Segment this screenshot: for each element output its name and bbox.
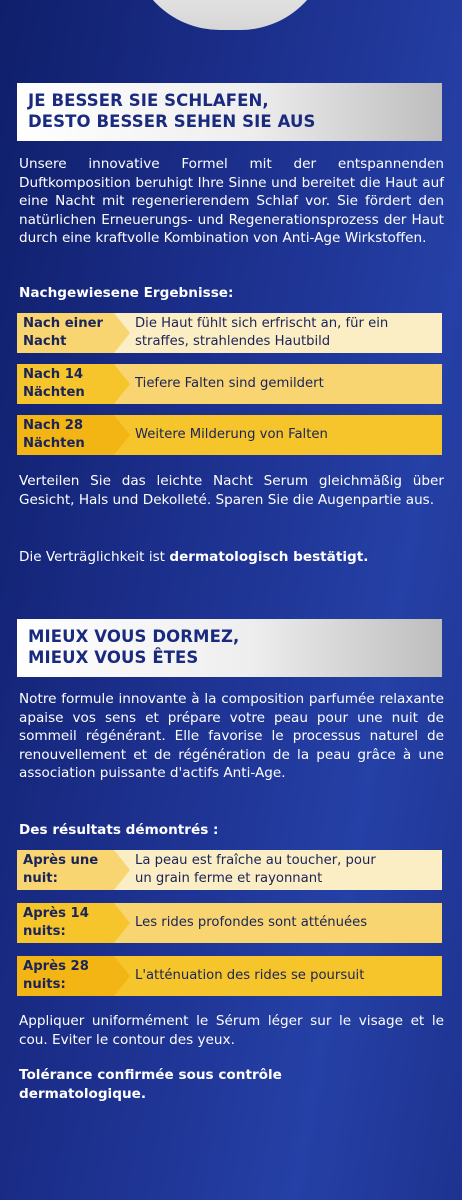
- result-when-line2: nuit:: [23, 871, 58, 886]
- tolerance-german: [19, 548, 444, 567]
- result-desc-line2: un grain ferme et rayonnant: [135, 871, 323, 886]
- tolerance-german-bold: dermatologisch bestätigt.: [169, 549, 369, 565]
- result-desc: Weitere Milderung von Falten: [135, 427, 328, 442]
- result-desc: [127, 850, 442, 890]
- usage-french: Appliquer uniformément le Sérum léger sur le visage et le cou. Eviter le contour des yeux.: [19, 1013, 444, 1048]
- result-desc: Tiefere Falten sind gemildert: [135, 376, 324, 391]
- result-when: [17, 313, 114, 353]
- heading-french: [17, 619, 442, 677]
- result-when-line1: Nach 28: [23, 418, 84, 433]
- tolerance-french-line1: Tolérance confirmée sous contrôle: [19, 1067, 282, 1083]
- result-when-line2: nuits:: [23, 924, 66, 939]
- result-row-french-2: [17, 903, 442, 943]
- result-when-line1: Nach einer: [23, 316, 104, 331]
- result-desc: Les rides profondes sont atténuées: [135, 915, 368, 930]
- results-title-french: Des résultats démontrés :: [19, 822, 219, 838]
- intro-german: Unsere innovative Formel mit der entspannenden Duftkomposition beruhigt Ihre Sinne und bereitet die Haut auf eine Nacht mit regenerierendem Schlaf vor. Sie fördert den natürlichen Erneuerungs- und Regenerationsprozess der Haut durch eine kraftvolle Kombination von Anti-Age Wirkstoffen.: [19, 156, 444, 247]
- result-when-line2: Nächten: [23, 385, 85, 400]
- heading-german: [17, 83, 442, 141]
- intro-french: Notre formule innovante à la composition parfumée relaxante apaise vos sens et prépare votre peau pour une nuit de sommeil régénérant. Elle favorise le processus naturel de renouvellement et de régénération de la peau grâce à une association puissante d'actifs Anti-Age.: [19, 691, 444, 782]
- result-row-german-3: [17, 415, 442, 455]
- result-desc-line2: straffes, strahlendes Hautbild: [135, 334, 331, 349]
- result-when-line1: Après une: [23, 853, 99, 868]
- tolerance-french: [19, 1066, 444, 1103]
- heading-german-line2: DESTO BESSER SEHEN SIE AUS: [28, 112, 316, 131]
- result-row-french-3: [17, 956, 442, 996]
- usage-german: Verteilen Sie das leichte Nacht Serum gleichmäßig über Gesicht, Hals und Dekolleté. Sparen Sie die Augenpartie aus.: [19, 473, 444, 508]
- result-when-line1: Après 28: [23, 959, 89, 974]
- result-desc: [127, 313, 442, 353]
- result-when-line2: Nächten: [23, 436, 85, 451]
- heading-french-line1: MIEUX VOUS DORMEZ,: [28, 627, 240, 646]
- result-when: [17, 415, 114, 455]
- result-when-line1: Après 14: [23, 906, 89, 921]
- result-when: [17, 903, 114, 943]
- result-desc-line1: La peau est fraîche au toucher, pour: [135, 853, 376, 868]
- result-when: [17, 850, 114, 890]
- heading-german-line1: JE BESSER SIE SCHLAFEN,: [28, 91, 269, 110]
- result-row-french-1: [17, 850, 442, 890]
- result-when: [17, 364, 114, 404]
- result-when-line1: Nach 14: [23, 367, 84, 382]
- result-row-german-1: [17, 313, 442, 353]
- result-desc-line1: Die Haut fühlt sich erfrischt an, für ein: [135, 316, 389, 331]
- results-title-german: Nachgewiesene Ergebnisse:: [19, 285, 234, 301]
- bottle-cap: [130, 0, 330, 30]
- tolerance-german-prefix: Die Verträglichkeit ist: [19, 549, 170, 565]
- heading-french-line2: MIEUX VOUS ÊTES: [28, 648, 199, 667]
- result-row-german-2: [17, 364, 442, 404]
- result-when: [17, 956, 114, 996]
- result-when-line2: Nacht: [23, 334, 67, 349]
- result-desc: L'atténuation des rides se poursuit: [135, 968, 365, 983]
- result-when-line2: nuits:: [23, 977, 66, 992]
- tolerance-french-line2: dermatologique.: [19, 1085, 147, 1102]
